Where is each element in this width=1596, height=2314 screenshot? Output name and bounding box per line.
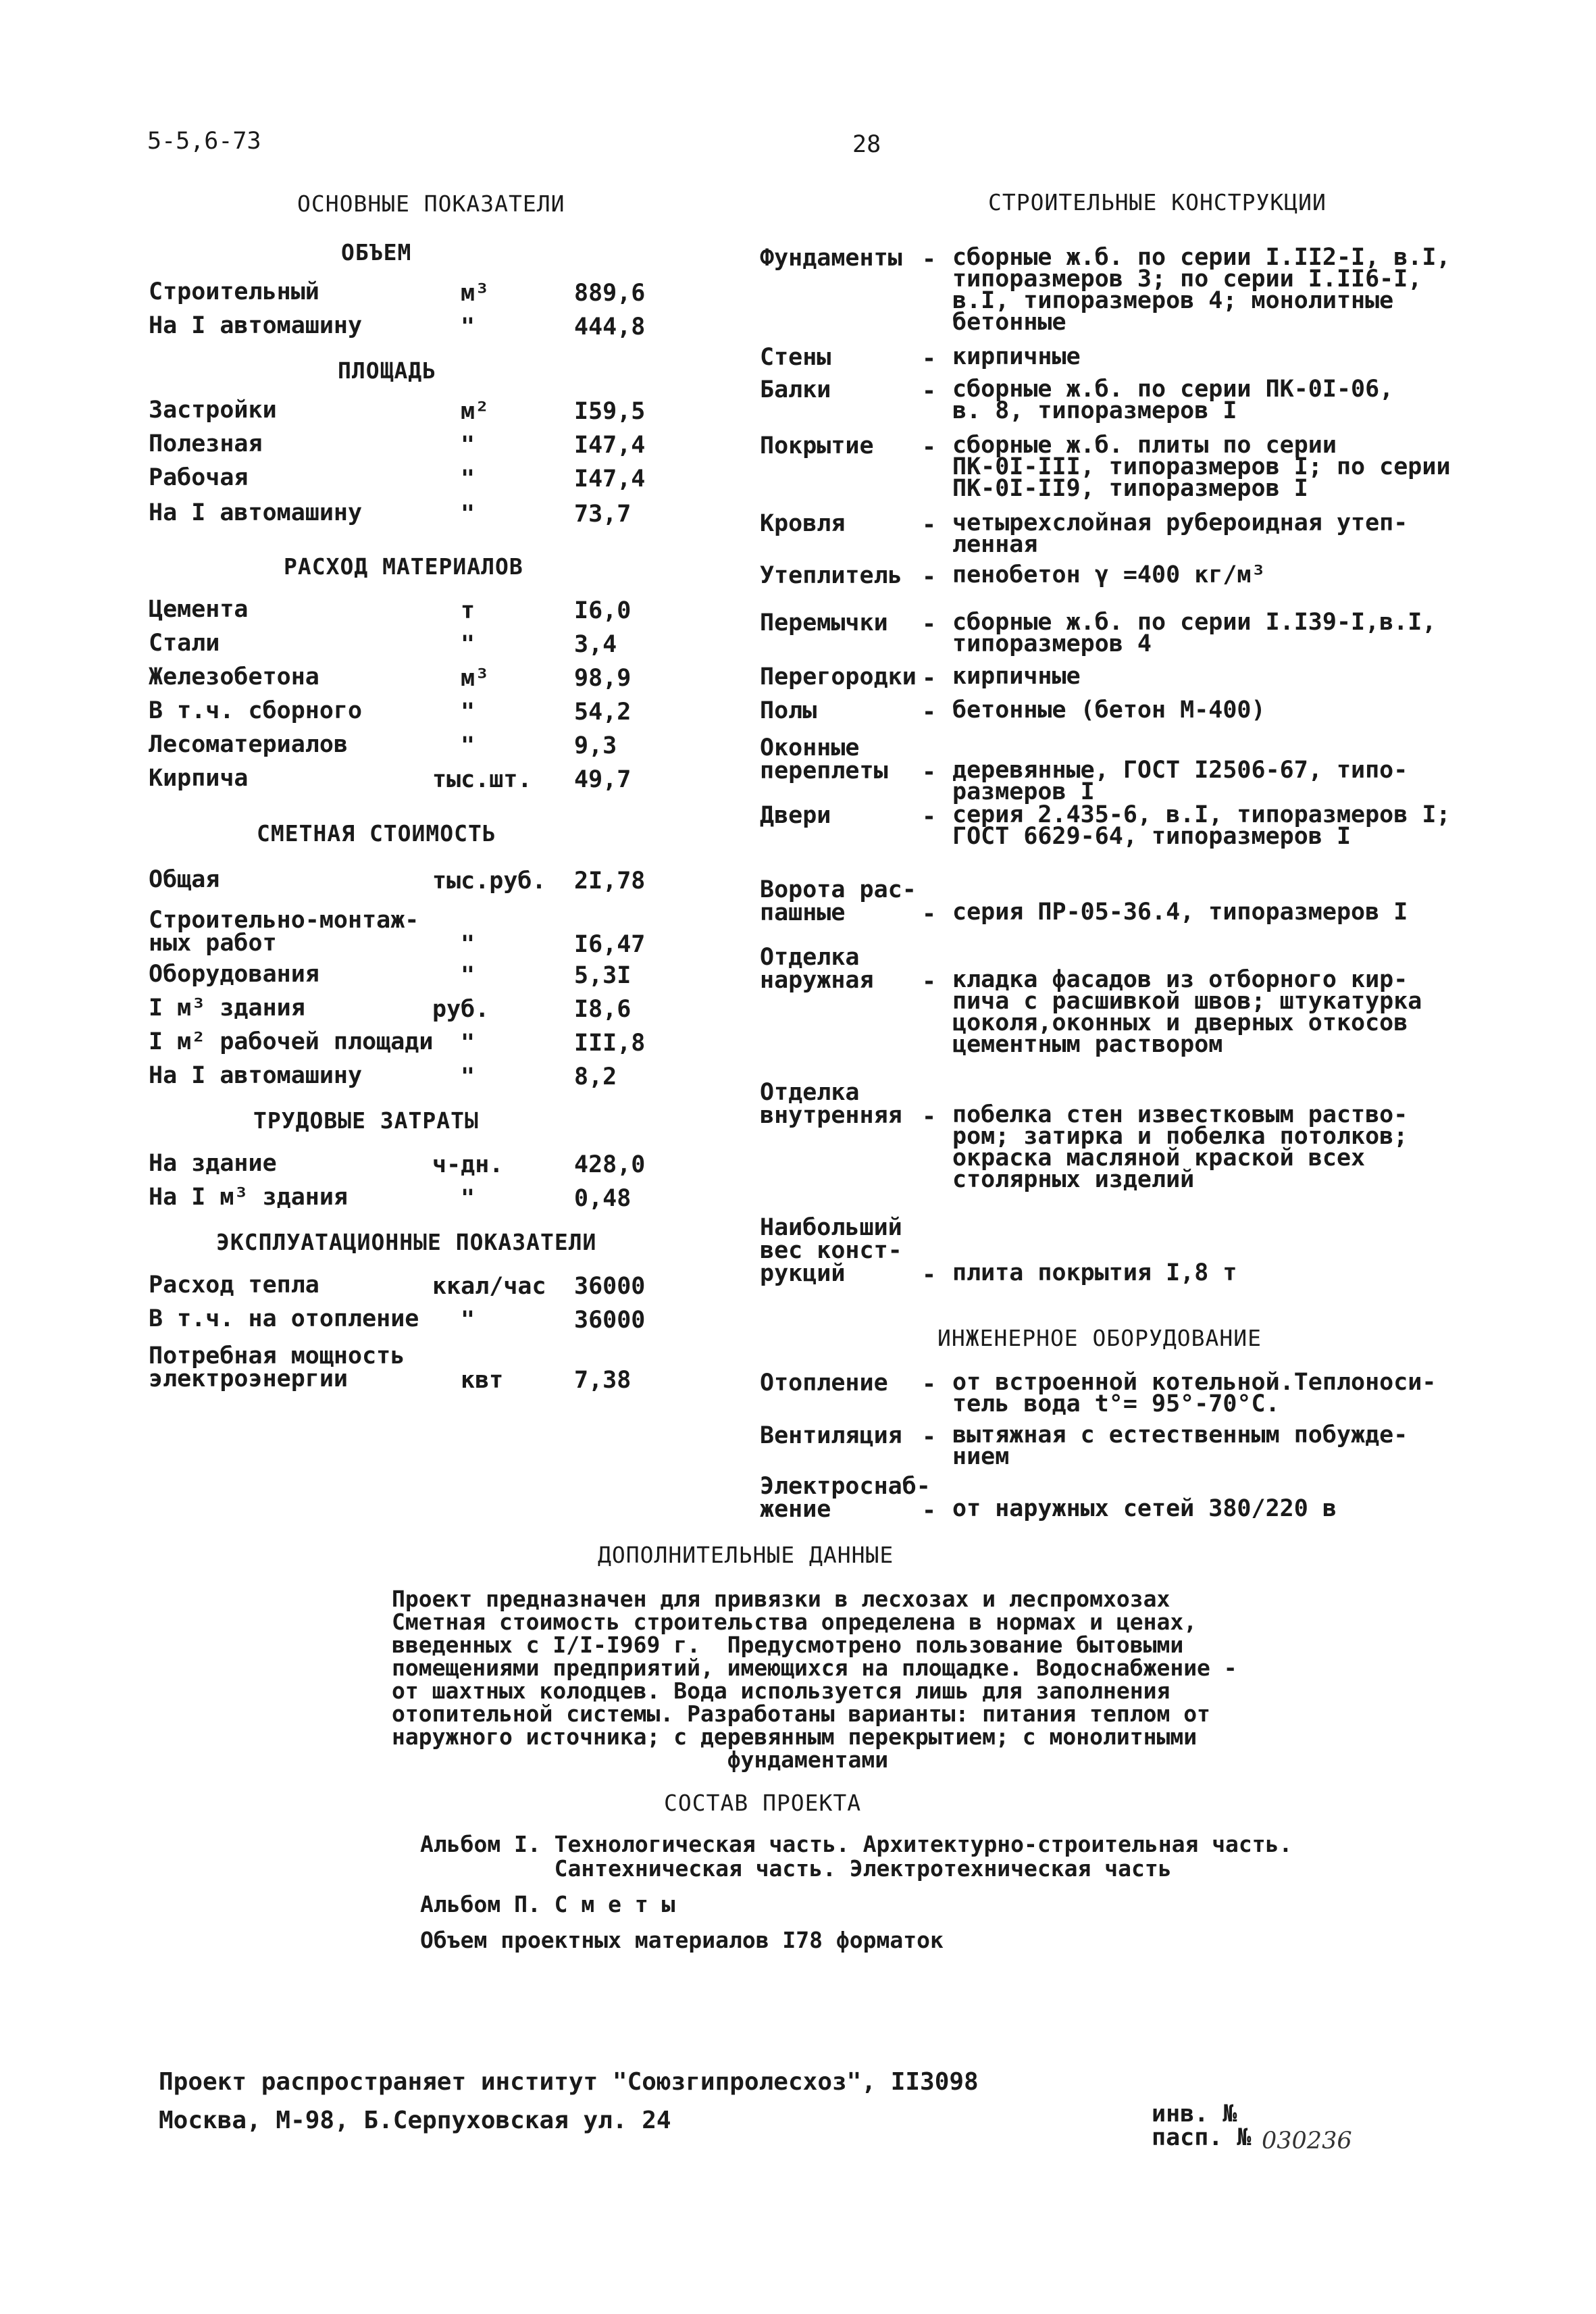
indicator-unit: " bbox=[461, 931, 475, 958]
indicator-label: В т.ч. на отопление bbox=[149, 1305, 419, 1332]
structure-description: деревянные, ГОСТ I2506-67, типо- размеров I bbox=[952, 757, 1408, 805]
structure-description: сборные ж.б. по серии I.I39-I,в.I, типоразмеров 4 bbox=[952, 609, 1437, 657]
structure-label: Перемычки bbox=[760, 609, 888, 636]
distributor-info: Проект распространяет институт "Союзгипролесхоз", II3098 Москва, М-98, Б.Серпуховская ул. 24 bbox=[159, 2068, 979, 2134]
passport-number: 030236 bbox=[1262, 2128, 1352, 2155]
equipment-label: Вентиляция bbox=[760, 1422, 902, 1449]
indicator-unit: " bbox=[461, 313, 475, 341]
structure-description: сборные ж.б. по серии I.II2-I, в.I, типоразмеров 3; по серии I.II6-I, в.I, типоразмеров 4; монолитные бетонные bbox=[952, 244, 1451, 336]
indicator-value: 444,8 bbox=[574, 313, 646, 341]
structure-label: Ворота рас- пашные bbox=[760, 876, 917, 926]
indicator-unit: м³ bbox=[461, 665, 490, 692]
equipment-description: от встроенной котельной.Теплоноси- тель вода t°= 95°-70°С. bbox=[952, 1369, 1437, 1417]
indicator-unit: " bbox=[461, 732, 475, 759]
album-1: Альбом I. Технологическая часть. Архитектурно-строительная часть. Сантехническая часть. Электротехническая часть bbox=[420, 1831, 1293, 1882]
indicator-label: Рабочая bbox=[149, 464, 249, 491]
dash-separator: - bbox=[922, 1371, 937, 1398]
indicator-value: 7,38 bbox=[574, 1367, 632, 1394]
dash-separator: - bbox=[922, 246, 937, 273]
equipment-description: от наружных сетей 380/220 в bbox=[952, 1495, 1337, 1522]
indicator-label: На I м³ здания bbox=[149, 1184, 349, 1211]
indicator-unit: " bbox=[461, 466, 475, 493]
indicator-value: 428,0 bbox=[574, 1151, 646, 1178]
indicator-label: Лесоматериалов bbox=[149, 731, 349, 758]
indicator-unit: " bbox=[461, 631, 475, 658]
dash-separator: - bbox=[922, 611, 937, 638]
structure-label: Отделка внутренняя bbox=[760, 1079, 902, 1129]
dash-separator: - bbox=[922, 1424, 937, 1451]
structure-label: Утеплитель bbox=[760, 562, 902, 589]
dash-separator: - bbox=[922, 803, 937, 830]
section-heading: РАСХОД МАТЕРИАЛОВ bbox=[284, 553, 523, 580]
indicator-unit: м³ bbox=[461, 280, 490, 307]
indicator-label: Полезная bbox=[149, 430, 263, 457]
indicator-value: 5,3I bbox=[574, 962, 632, 989]
indicator-value: I6,0 bbox=[574, 597, 632, 624]
additional-data-text: Проект предназначен для привязки в лесхозах и леспромхозах Сметная стоимость строительства определена в нормах и ценах, введенных с I/I-I969 г. Предусмотрено пользование бытовыми помещениями предприятий, имеющихся на площадке. Водоснабжение - от шахтных колодцев. Вода используется лишь для заполнения отопительной системы. Разработаны варианты: питания теплом от наружного источника; с деревянным перекрытием; с монолитными фундаментами bbox=[392, 1586, 1237, 1773]
indicator-unit: " bbox=[461, 1030, 475, 1057]
indicator-label: На I автомашину bbox=[149, 499, 363, 526]
section-heading: ЭКСПЛУАТАЦИОННЫЕ ПОКАЗАТЕЛИ bbox=[216, 1229, 597, 1255]
dash-separator: - bbox=[922, 378, 937, 405]
dash-separator: - bbox=[922, 901, 937, 928]
indicator-label: Потребная мощность электроэнергии bbox=[149, 1342, 405, 1392]
structure-label: Стены bbox=[760, 344, 831, 371]
indicator-label: Кирпича bbox=[149, 765, 249, 792]
indicator-unit: " bbox=[461, 501, 475, 528]
page-number: 28 bbox=[852, 131, 881, 158]
structure-description: кладка фасадов из отборного кир- пича с расшивкой швов; штукатурка цоколя,оконных и дверных откосов цементным раствором bbox=[952, 966, 1422, 1058]
indicator-label: Оборудования bbox=[149, 961, 319, 988]
dash-separator: - bbox=[922, 1497, 937, 1524]
structure-description: сборные ж.б. плиты по серии ПК-0I-III, типоразмеров I; по серии ПК-0I-II9, типоразмеров I bbox=[952, 432, 1451, 502]
structure-label: Покрытие bbox=[760, 432, 874, 459]
building-structures-column bbox=[760, 0, 1570, 2314]
structure-description: серия 2.435-6, в.I, типоразмеров I; ГОСТ 6629-64, типоразмеров I bbox=[952, 801, 1451, 850]
indicator-value: 49,7 bbox=[574, 766, 632, 793]
structure-label: Полы bbox=[760, 697, 817, 724]
section-heading: СМЕТНАЯ СТОИМОСТЬ bbox=[257, 820, 496, 847]
indicator-value: 36000 bbox=[574, 1307, 646, 1334]
indicator-label: Общая bbox=[149, 866, 220, 893]
indicator-label: Стали bbox=[149, 630, 220, 657]
indicator-value: 889,6 bbox=[574, 280, 646, 307]
indicator-value: 36000 bbox=[574, 1273, 646, 1300]
dash-separator: - bbox=[922, 511, 937, 538]
indicator-value: 2I,78 bbox=[574, 867, 646, 895]
indicator-value: III,8 bbox=[574, 1030, 646, 1057]
composition-title: СОСТАВ ПРОЕКТА bbox=[664, 1790, 862, 1816]
indicator-unit: ккал/час bbox=[432, 1273, 546, 1300]
indicator-unit: " bbox=[461, 1063, 475, 1090]
indicator-unit: т bbox=[461, 597, 475, 624]
indicator-unit: руб. bbox=[432, 996, 490, 1023]
indicator-value: I47,4 bbox=[574, 432, 646, 459]
section-heading: ОБЪЕМ bbox=[341, 239, 412, 266]
indicator-value: I47,4 bbox=[574, 466, 646, 493]
structure-description: кирпичные bbox=[952, 343, 1081, 370]
dash-separator: - bbox=[922, 1103, 937, 1130]
structure-description: сборные ж.б. по серии ПК-0I-06, в. 8, типоразмеров I bbox=[952, 376, 1394, 424]
indicator-unit: тыс.руб. bbox=[432, 867, 546, 895]
indicator-label: I м² рабочей площади bbox=[149, 1028, 434, 1055]
structure-label: Фундаменты bbox=[760, 245, 902, 272]
structure-label: Перегородки bbox=[760, 663, 917, 690]
indicator-value: 54,2 bbox=[574, 699, 632, 726]
structure-label: Оконные переплеты bbox=[760, 734, 888, 784]
indicator-label: Цемента bbox=[149, 596, 249, 623]
indicator-value: 0,48 bbox=[574, 1185, 632, 1212]
indicator-value: I59,5 bbox=[574, 398, 646, 425]
indicator-label: В т.ч. сборного bbox=[149, 697, 363, 724]
structure-description: четырехслойная рубероидная утеп- ленная bbox=[952, 509, 1408, 558]
dash-separator: - bbox=[922, 665, 937, 692]
structure-description: серия ПР-05-36.4, типоразмеров I bbox=[952, 899, 1408, 926]
structure-label: Балки bbox=[760, 376, 831, 403]
dash-separator: - bbox=[922, 345, 937, 372]
indicator-label: Строительный bbox=[149, 278, 319, 305]
indicator-unit: " bbox=[461, 1307, 475, 1334]
main-indicators-column bbox=[149, 0, 689, 2314]
equipment-label: Электроснаб- жение bbox=[760, 1473, 931, 1523]
indicator-unit: " bbox=[461, 699, 475, 726]
equipment-description: вытяжная с естественным побужде- нием bbox=[952, 1422, 1408, 1470]
indicator-label: На I автомашину bbox=[149, 312, 363, 339]
dash-separator: - bbox=[922, 1261, 937, 1288]
section-heading: ПЛОЩАДЬ bbox=[338, 357, 437, 384]
structure-label: Наибольший вес конст- рукций bbox=[760, 1214, 902, 1287]
additional-data-title: ДОПОЛНИТЕЛЬНЫЕ ДАННЫЕ bbox=[598, 1542, 894, 1568]
structure-description: побелка стен известковым раство- ром; затирка и побелка потолков; окраска масляной краской всех столярных изделий bbox=[952, 1101, 1408, 1193]
indicator-unit: тыс.шт. bbox=[432, 766, 532, 793]
album-2: Альбом П. С м е т ы bbox=[420, 1891, 675, 1917]
indicator-value: 98,9 bbox=[574, 665, 632, 692]
structure-description: пенобетон γ =400 кг/м³ bbox=[952, 561, 1266, 588]
indicator-label: Расход тепла bbox=[149, 1272, 319, 1299]
indicator-value: I6,47 bbox=[574, 931, 646, 958]
indicator-value: 73,7 bbox=[574, 501, 632, 528]
structure-description: плита покрытия I,8 т bbox=[952, 1259, 1237, 1286]
dash-separator: - bbox=[922, 968, 937, 995]
indicator-value: 3,4 bbox=[574, 631, 617, 658]
indicator-unit: " bbox=[461, 962, 475, 989]
indicator-value: 8,2 bbox=[574, 1063, 617, 1090]
indicator-label: Строительно-монтаж- ных работ bbox=[149, 907, 419, 957]
dash-separator: - bbox=[922, 699, 937, 726]
indicator-label: На I автомашину bbox=[149, 1062, 363, 1089]
indicator-unit: квт bbox=[461, 1367, 504, 1394]
main-indicators-title: ОСНОВНЫЕ ПОКАЗАТЕЛИ bbox=[297, 191, 565, 217]
indicator-label: Железобетона bbox=[149, 663, 319, 690]
project-volume: Объем проектных материалов I78 форматок bbox=[420, 1927, 944, 1953]
indicator-unit: " bbox=[461, 1185, 475, 1212]
structure-label: Отделка наружная bbox=[760, 944, 874, 994]
equipment-label: Отопление bbox=[760, 1369, 888, 1397]
building-structures-title: СТРОИТЕЛЬНЫЕ КОНСТРУКЦИИ bbox=[988, 189, 1327, 216]
indicator-label: Застройки bbox=[149, 397, 277, 424]
structure-label: Двери bbox=[760, 802, 831, 829]
indicator-unit: м² bbox=[461, 398, 490, 425]
dash-separator: - bbox=[922, 563, 937, 590]
structure-label: Кровля bbox=[760, 510, 846, 537]
indicator-value: 9,3 bbox=[574, 732, 617, 759]
indicator-unit: ч-дн. bbox=[432, 1151, 504, 1178]
indicator-value: I8,6 bbox=[574, 996, 632, 1023]
doc-code: 5-5,6-73 bbox=[147, 128, 261, 155]
dash-separator: - bbox=[922, 434, 937, 461]
dash-separator: - bbox=[922, 759, 937, 786]
indicator-unit: " bbox=[461, 432, 475, 459]
structure-description: бетонные (бетон М-400) bbox=[952, 697, 1266, 724]
inventory-label: инв. № bbox=[1152, 2101, 1237, 2128]
indicator-label: На здание bbox=[149, 1150, 277, 1177]
structure-description: кирпичные bbox=[952, 663, 1081, 690]
section-heading: ТРУДОВЫЕ ЗАТРАТЫ bbox=[253, 1107, 479, 1134]
passport-label: пасп. № bbox=[1152, 2124, 1252, 2151]
indicator-label: I м³ здания bbox=[149, 995, 305, 1022]
engineering-equipment-title: ИНЖЕНЕРНОЕ ОБОРУДОВАНИЕ bbox=[937, 1325, 1262, 1351]
